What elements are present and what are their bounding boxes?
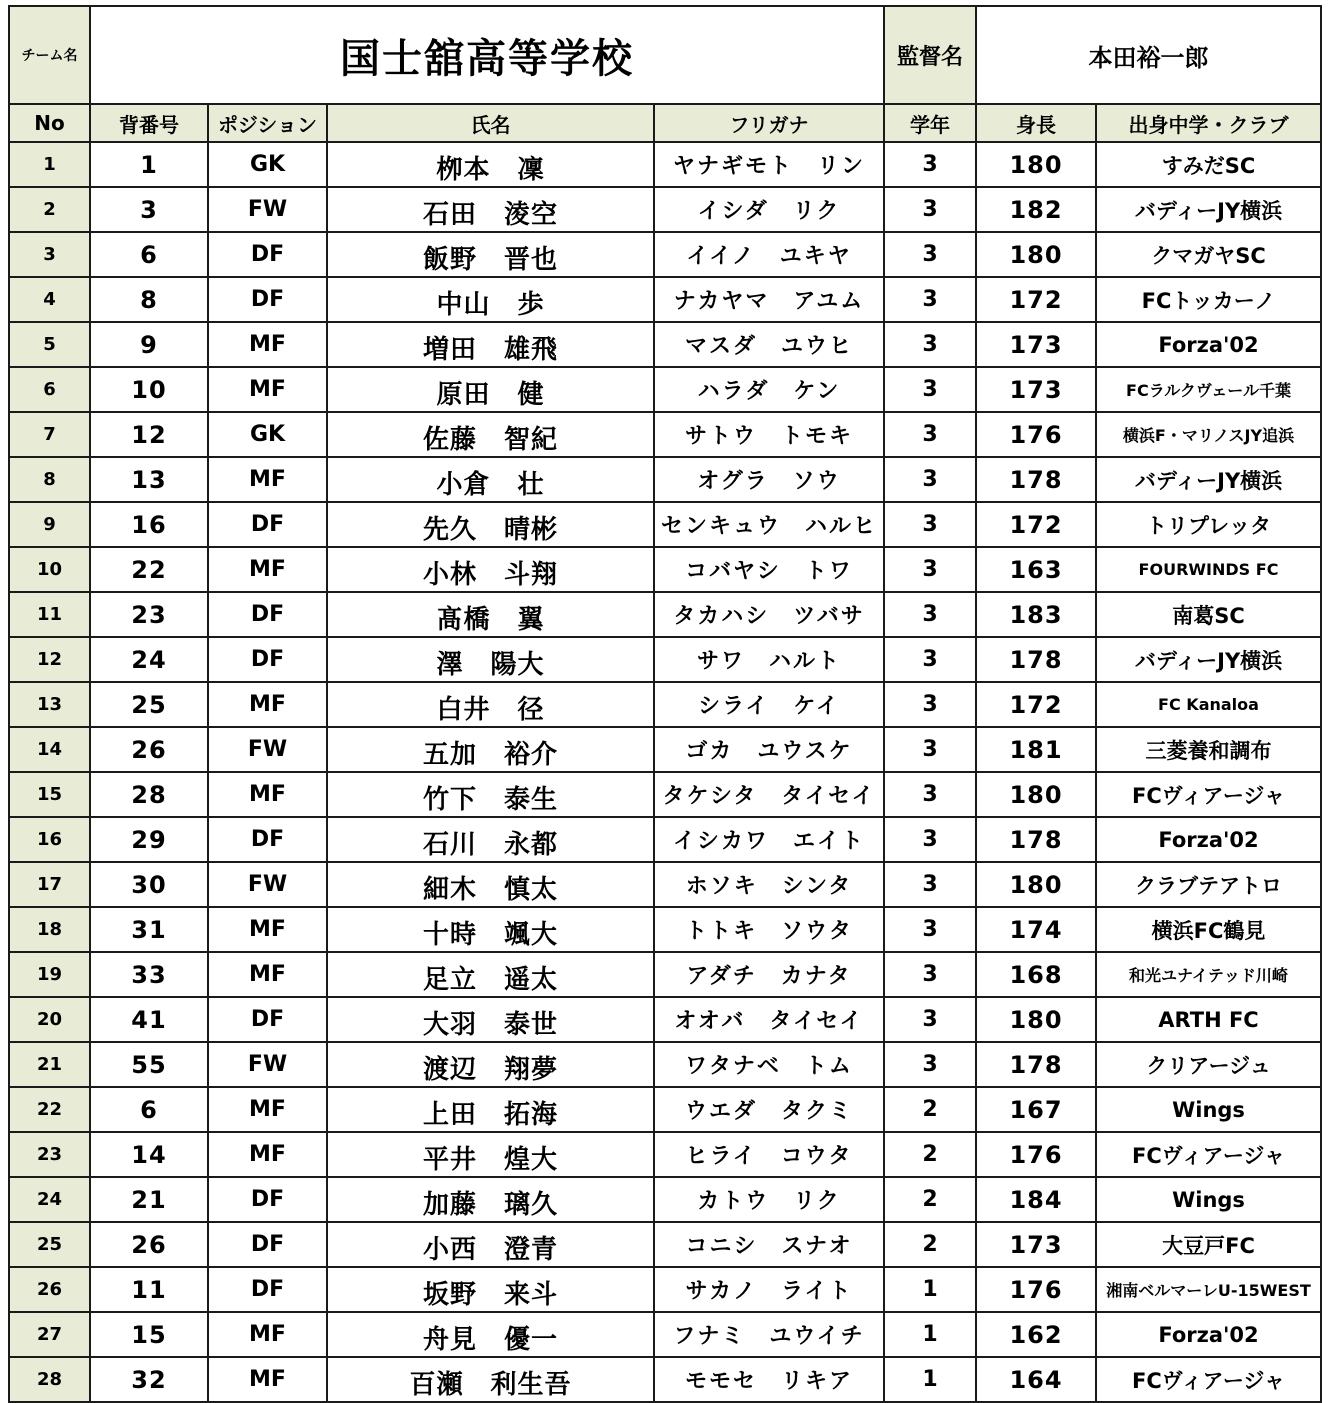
player-kana: サワ ハルト [654, 637, 884, 682]
player-name: 上田 拓海 [327, 1087, 654, 1132]
former-club: ARTH FC [1096, 997, 1321, 1042]
player-kana: ゴカ ユウスケ [654, 727, 884, 772]
former-club: クラブテアトロ [1096, 862, 1321, 907]
position: MF [208, 1357, 327, 1402]
position: MF [208, 952, 327, 997]
player-name: 平井 煌大 [327, 1132, 654, 1177]
player-name: 飯野 晋也 [327, 232, 654, 277]
table-row [9, 277, 1321, 322]
former-club: Wings [1096, 1087, 1321, 1132]
position: GK [208, 142, 327, 187]
height: 178 [976, 1042, 1096, 1087]
player-kana: マスダ ユウヒ [654, 322, 884, 367]
player-kana: カトウ リク [654, 1177, 884, 1222]
former-club: Wings [1096, 1177, 1321, 1222]
table-row [9, 862, 1321, 907]
team-header-row [9, 6, 1321, 104]
height: 163 [976, 547, 1096, 592]
table-row [9, 367, 1321, 412]
former-club: 湘南ベルマーレU-15WEST [1096, 1267, 1321, 1312]
player-no: 22 [9, 1087, 90, 1132]
player-no: 6 [9, 367, 90, 412]
jersey-number: 9 [90, 322, 208, 367]
player-name: 細木 慎太 [327, 862, 654, 907]
former-club: すみだSC [1096, 142, 1321, 187]
former-club: FOURWINDS FC [1096, 547, 1321, 592]
player-kana: タカハシ ツバサ [654, 592, 884, 637]
player-no: 27 [9, 1312, 90, 1357]
player-name: 栁本 凜 [327, 142, 654, 187]
height: 180 [976, 862, 1096, 907]
jersey-number: 3 [90, 187, 208, 232]
player-no: 14 [9, 727, 90, 772]
former-club: FC Kanaloa [1096, 682, 1321, 727]
position: DF [208, 277, 327, 322]
player-name: 竹下 泰生 [327, 772, 654, 817]
player-name: 十時 颯大 [327, 907, 654, 952]
jersey-number: 31 [90, 907, 208, 952]
grade: 1 [884, 1357, 976, 1402]
jersey-number: 14 [90, 1132, 208, 1177]
former-club: トリプレッタ [1096, 502, 1321, 547]
header-position: ポジション [208, 104, 327, 142]
grade: 1 [884, 1267, 976, 1312]
position: DF [208, 817, 327, 862]
jersey-number: 24 [90, 637, 208, 682]
height: 178 [976, 817, 1096, 862]
header-club: 出身中学・クラブ [1096, 104, 1321, 142]
grade: 3 [884, 142, 976, 187]
position: DF [208, 1267, 327, 1312]
table-row [9, 187, 1321, 232]
jersey-number: 30 [90, 862, 208, 907]
jersey-number: 26 [90, 727, 208, 772]
jersey-number: 16 [90, 502, 208, 547]
height: 182 [976, 187, 1096, 232]
table-row [9, 547, 1321, 592]
player-name: 石川 永都 [327, 817, 654, 862]
position: MF [208, 907, 327, 952]
jersey-number: 6 [90, 1087, 208, 1132]
grade: 3 [884, 187, 976, 232]
height: 178 [976, 637, 1096, 682]
table-row [9, 502, 1321, 547]
height: 178 [976, 457, 1096, 502]
player-kana: コバヤシ トワ [654, 547, 884, 592]
position: FW [208, 1042, 327, 1087]
player-no: 13 [9, 682, 90, 727]
grade: 3 [884, 727, 976, 772]
player-no: 16 [9, 817, 90, 862]
jersey-number: 32 [90, 1357, 208, 1402]
player-kana: ヒライ コウタ [654, 1132, 884, 1177]
player-name: 石田 淩空 [327, 187, 654, 232]
jersey-number: 10 [90, 367, 208, 412]
player-no: 25 [9, 1222, 90, 1267]
height: 172 [976, 277, 1096, 322]
table-row [9, 1177, 1321, 1222]
height: 176 [976, 1132, 1096, 1177]
grade: 2 [884, 1222, 976, 1267]
jersey-number: 26 [90, 1222, 208, 1267]
grade: 1 [884, 1312, 976, 1357]
player-no: 15 [9, 772, 90, 817]
grade: 3 [884, 817, 976, 862]
height: 172 [976, 502, 1096, 547]
table-row [9, 1357, 1321, 1402]
table-row [9, 592, 1321, 637]
table-row [9, 1312, 1321, 1357]
table-row [9, 322, 1321, 367]
position: DF [208, 1222, 327, 1267]
jersey-number: 11 [90, 1267, 208, 1312]
grade: 3 [884, 547, 976, 592]
player-name: 渡辺 翔夢 [327, 1042, 654, 1087]
player-name: 増田 雄飛 [327, 322, 654, 367]
grade: 3 [884, 412, 976, 457]
height: 164 [976, 1357, 1096, 1402]
player-name: 足立 遥太 [327, 952, 654, 997]
player-name: 澤 陽大 [327, 637, 654, 682]
height: 162 [976, 1312, 1096, 1357]
player-kana: フナミ ユウイチ [654, 1312, 884, 1357]
grade: 2 [884, 1087, 976, 1132]
player-name: 中山 歩 [327, 277, 654, 322]
position: DF [208, 592, 327, 637]
player-no: 28 [9, 1357, 90, 1402]
position: MF [208, 1312, 327, 1357]
header-height: 身長 [976, 104, 1096, 142]
player-name: 坂野 来斗 [327, 1267, 654, 1312]
player-kana: イシカワ エイト [654, 817, 884, 862]
former-club: 南葛SC [1096, 592, 1321, 637]
player-no: 2 [9, 187, 90, 232]
player-kana: ヤナギモト リン [654, 142, 884, 187]
former-club: Forza'02 [1096, 817, 1321, 862]
position: FW [208, 187, 327, 232]
former-club: 横浜FC鶴見 [1096, 907, 1321, 952]
height: 184 [976, 1177, 1096, 1222]
table-row [9, 232, 1321, 277]
player-kana: イイノ ユキヤ [654, 232, 884, 277]
height: 176 [976, 1267, 1096, 1312]
position: GK [208, 412, 327, 457]
position: FW [208, 862, 327, 907]
player-kana: ホソキ シンタ [654, 862, 884, 907]
player-name: 白井 径 [327, 682, 654, 727]
grade: 3 [884, 277, 976, 322]
player-no: 5 [9, 322, 90, 367]
player-name: 原田 健 [327, 367, 654, 412]
player-no: 12 [9, 637, 90, 682]
column-header-row [9, 104, 1321, 142]
player-kana: センキュウ ハルヒ [654, 502, 884, 547]
height: 173 [976, 367, 1096, 412]
jersey-number: 8 [90, 277, 208, 322]
table-row [9, 412, 1321, 457]
player-no: 17 [9, 862, 90, 907]
player-name: 舟見 優一 [327, 1312, 654, 1357]
position: MF [208, 457, 327, 502]
height: 167 [976, 1087, 1096, 1132]
jersey-number: 28 [90, 772, 208, 817]
height: 181 [976, 727, 1096, 772]
player-kana: ワタナベ トム [654, 1042, 884, 1087]
grade: 3 [884, 907, 976, 952]
player-no: 9 [9, 502, 90, 547]
player-no: 18 [9, 907, 90, 952]
former-club: 和光ユナイテッド川崎 [1096, 952, 1321, 997]
table-row [9, 637, 1321, 682]
player-kana: コニシ スナオ [654, 1222, 884, 1267]
player-kana: サトウ トモキ [654, 412, 884, 457]
grade: 3 [884, 997, 976, 1042]
former-club: クマガヤSC [1096, 232, 1321, 277]
grade: 3 [884, 592, 976, 637]
header-jersey: 背番号 [90, 104, 208, 142]
former-club: 大豆戸FC [1096, 1222, 1321, 1267]
player-name: 加藤 璃久 [327, 1177, 654, 1222]
former-club: FCラルクヴェール千葉 [1096, 367, 1321, 412]
height: 174 [976, 907, 1096, 952]
player-no: 3 [9, 232, 90, 277]
jersey-number: 33 [90, 952, 208, 997]
coach-label: 監督名 [884, 6, 976, 104]
height: 173 [976, 322, 1096, 367]
former-club: バディーJY横浜 [1096, 457, 1321, 502]
coach-name: 本田裕一郎 [976, 6, 1321, 104]
grade: 2 [884, 1177, 976, 1222]
table-row [9, 997, 1321, 1042]
player-kana: サカノ ライト [654, 1267, 884, 1312]
grade: 2 [884, 1132, 976, 1177]
player-name: 大羽 泰世 [327, 997, 654, 1042]
grade: 3 [884, 952, 976, 997]
grade: 3 [884, 772, 976, 817]
player-no: 19 [9, 952, 90, 997]
player-name: 先久 晴彬 [327, 502, 654, 547]
position: MF [208, 772, 327, 817]
header-no: No [9, 104, 90, 142]
former-club: クリアージュ [1096, 1042, 1321, 1087]
table-row [9, 952, 1321, 997]
grade: 3 [884, 637, 976, 682]
former-club: Forza'02 [1096, 1312, 1321, 1357]
player-name: 百瀬 利生吾 [327, 1357, 654, 1402]
position: MF [208, 682, 327, 727]
table-row [9, 772, 1321, 817]
grade: 3 [884, 367, 976, 412]
player-kana: タケシタ タイセイ [654, 772, 884, 817]
height: 176 [976, 412, 1096, 457]
player-kana: シライ ケイ [654, 682, 884, 727]
position: DF [208, 997, 327, 1042]
jersey-number: 41 [90, 997, 208, 1042]
table-row [9, 817, 1321, 862]
jersey-number: 1 [90, 142, 208, 187]
jersey-number: 25 [90, 682, 208, 727]
table-row [9, 1222, 1321, 1267]
height: 172 [976, 682, 1096, 727]
grade: 3 [884, 862, 976, 907]
player-no: 21 [9, 1042, 90, 1087]
roster-table [8, 5, 1322, 1403]
jersey-number: 6 [90, 232, 208, 277]
former-club: バディーJY横浜 [1096, 637, 1321, 682]
height: 173 [976, 1222, 1096, 1267]
jersey-number: 15 [90, 1312, 208, 1357]
position: MF [208, 1087, 327, 1132]
position: MF [208, 322, 327, 367]
former-club: FCトッカーノ [1096, 277, 1321, 322]
grade: 3 [884, 232, 976, 277]
player-no: 4 [9, 277, 90, 322]
player-kana: ナカヤマ アユム [654, 277, 884, 322]
player-no: 8 [9, 457, 90, 502]
table-row [9, 142, 1321, 187]
former-club: FCヴィアージャ [1096, 772, 1321, 817]
position: MF [208, 547, 327, 592]
header-grade: 学年 [884, 104, 976, 142]
jersey-number: 55 [90, 1042, 208, 1087]
former-club: FCヴィアージャ [1096, 1357, 1321, 1402]
player-kana: オグラ ソウ [654, 457, 884, 502]
height: 183 [976, 592, 1096, 637]
position: DF [208, 637, 327, 682]
grade: 3 [884, 1042, 976, 1087]
table-row [9, 907, 1321, 952]
player-no: 10 [9, 547, 90, 592]
grade: 3 [884, 682, 976, 727]
player-no: 20 [9, 997, 90, 1042]
jersey-number: 13 [90, 457, 208, 502]
player-name: 小西 澄青 [327, 1222, 654, 1267]
header-name: 氏名 [327, 104, 654, 142]
player-name: 佐藤 智紀 [327, 412, 654, 457]
player-no: 24 [9, 1177, 90, 1222]
table-row [9, 727, 1321, 772]
former-club: FCヴィアージャ [1096, 1132, 1321, 1177]
player-no: 23 [9, 1132, 90, 1177]
former-club: バディーJY横浜 [1096, 187, 1321, 232]
player-name: 小倉 壮 [327, 457, 654, 502]
height: 180 [976, 997, 1096, 1042]
grade: 3 [884, 502, 976, 547]
player-no: 11 [9, 592, 90, 637]
player-no: 1 [9, 142, 90, 187]
jersey-number: 23 [90, 592, 208, 637]
player-no: 26 [9, 1267, 90, 1312]
table-row [9, 1132, 1321, 1177]
table-row [9, 682, 1321, 727]
player-kana: イシダ リク [654, 187, 884, 232]
position: MF [208, 367, 327, 412]
former-club: Forza'02 [1096, 322, 1321, 367]
player-no: 7 [9, 412, 90, 457]
table-row [9, 1042, 1321, 1087]
jersey-number: 21 [90, 1177, 208, 1222]
player-kana: オオバ タイセイ [654, 997, 884, 1042]
former-club: 三菱養和調布 [1096, 727, 1321, 772]
player-kana: アダチ カナタ [654, 952, 884, 997]
player-name: 小林 斗翔 [327, 547, 654, 592]
position: DF [208, 502, 327, 547]
grade: 3 [884, 322, 976, 367]
height: 168 [976, 952, 1096, 997]
height: 180 [976, 232, 1096, 277]
team-name-label: チーム名 [9, 6, 90, 104]
player-kana: ウエダ タクミ [654, 1087, 884, 1132]
player-kana: ハラダ ケン [654, 367, 884, 412]
jersey-number: 29 [90, 817, 208, 862]
position: MF [208, 1132, 327, 1177]
grade: 3 [884, 457, 976, 502]
position: FW [208, 727, 327, 772]
height: 180 [976, 772, 1096, 817]
position: DF [208, 1177, 327, 1222]
school-name: 国士舘高等学校 [90, 6, 884, 104]
player-name: 五加 裕介 [327, 727, 654, 772]
position: DF [208, 232, 327, 277]
player-kana: モモセ リキア [654, 1357, 884, 1402]
player-name: 髙橋 翼 [327, 592, 654, 637]
header-kana: フリガナ [654, 104, 884, 142]
player-kana: トトキ ソウタ [654, 907, 884, 952]
height: 180 [976, 142, 1096, 187]
former-club: 横浜F・マリノスJY追浜 [1096, 412, 1321, 457]
jersey-number: 22 [90, 547, 208, 592]
jersey-number: 12 [90, 412, 208, 457]
table-row [9, 1087, 1321, 1132]
table-row [9, 457, 1321, 502]
